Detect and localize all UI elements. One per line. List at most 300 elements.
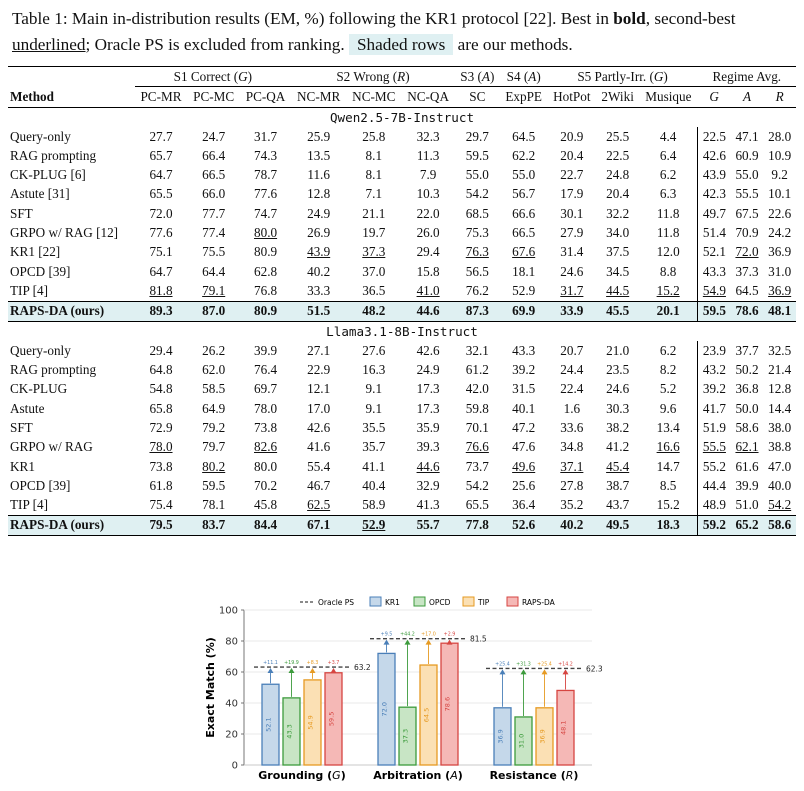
regime-average-cell: 50.2 xyxy=(735,362,759,378)
score-cell: 52.9 xyxy=(346,515,401,535)
score-cell: 11.3 xyxy=(416,147,440,163)
score-cell: 72.0 xyxy=(149,205,173,221)
score-cell: 74.3 xyxy=(254,147,278,163)
score-cell: 40.4 xyxy=(362,477,386,493)
regime-average-cell: 78.6 xyxy=(731,301,764,321)
method-name: GRPO w/ RAG xyxy=(10,439,93,455)
table-row xyxy=(8,223,796,242)
score-cell: 80.0 xyxy=(254,458,278,474)
bar-value-label: 59.5 xyxy=(327,711,336,727)
regime-average-cell: 54.2 xyxy=(768,497,792,513)
score-cell: 35.7 xyxy=(362,439,386,455)
gap-label: +25.4 xyxy=(537,662,552,668)
score-cell: 75.4 xyxy=(149,497,173,513)
score-cell: 66.4 xyxy=(202,147,226,163)
score-cell: 34.8 xyxy=(560,439,584,455)
score-cell: 21.1 xyxy=(362,205,386,221)
score-cell: 17.9 xyxy=(560,186,584,202)
score-cell: 79.5 xyxy=(135,515,188,535)
score-cell: 87.0 xyxy=(187,301,240,321)
gap-label: +8.3 xyxy=(306,661,319,667)
score-cell: 76.6 xyxy=(465,439,489,455)
regime-average-cell: 52.1 xyxy=(698,243,731,262)
regime-average-cell: 72.0 xyxy=(735,244,759,260)
score-cell: 6.4 xyxy=(659,147,677,163)
regime-column-header: G xyxy=(709,88,719,104)
score-cell: 43.7 xyxy=(606,497,630,513)
regime-average-cell: 31.0 xyxy=(768,263,792,279)
group-header-label: S5 Partly-Irr. xyxy=(577,68,647,84)
column-header: NC-MR xyxy=(297,88,341,104)
legend-swatch xyxy=(507,597,518,606)
method-name: Query-only xyxy=(10,128,71,144)
score-cell: 58.5 xyxy=(202,381,226,397)
table-row xyxy=(8,496,796,516)
score-cell: 76.3 xyxy=(465,244,489,260)
regime-average-cell: 39.2 xyxy=(698,380,731,399)
score-cell: 76.4 xyxy=(254,362,278,378)
caption-shaded-label: Shaded rows xyxy=(349,34,453,55)
table-row xyxy=(8,380,796,399)
regime-average-cell: 32.5 xyxy=(768,342,792,358)
score-cell: 65.7 xyxy=(149,147,173,163)
score-cell: 37.1 xyxy=(560,458,584,474)
score-cell: 79.1 xyxy=(202,282,226,298)
score-cell: 72.9 xyxy=(149,419,173,435)
score-cell: 43.9 xyxy=(307,244,331,260)
column-header: SC xyxy=(469,88,486,104)
score-cell: 78.7 xyxy=(254,167,278,183)
score-cell: 42.6 xyxy=(307,419,331,435)
y-tick-label: 60 xyxy=(225,667,238,679)
score-cell: 39.9 xyxy=(254,342,278,358)
column-header: Musique xyxy=(645,88,692,104)
group-header-symbol: G xyxy=(653,68,664,84)
regime-average-cell: 54.9 xyxy=(698,281,731,301)
regime-average-cell: 42.3 xyxy=(698,185,731,204)
score-cell: 27.7 xyxy=(149,128,173,144)
score-cell: 40.2 xyxy=(307,263,331,279)
method-name: KR1 xyxy=(10,458,35,474)
method-name: KR1 [22] xyxy=(10,244,61,260)
regime-average-cell: 43.2 xyxy=(698,360,731,379)
y-tick-label: 100 xyxy=(218,605,238,617)
bar-value-label: 78.6 xyxy=(443,696,452,712)
score-cell: 47.6 xyxy=(512,439,536,455)
score-cell: 19.7 xyxy=(362,225,386,241)
group-header-symbol: A xyxy=(528,68,537,84)
score-cell: 84.4 xyxy=(240,515,291,535)
gap-arrowhead xyxy=(426,640,432,645)
score-cell: 8.8 xyxy=(659,263,677,279)
group-header: S5 Partly-Irr. (G) xyxy=(548,67,698,87)
group-header-label: S4 xyxy=(506,68,521,84)
score-cell: 24.9 xyxy=(416,362,440,378)
score-cell: 11.8 xyxy=(656,225,680,241)
score-cell: 36.5 xyxy=(362,282,386,298)
table-row xyxy=(8,146,796,165)
score-cell: 61.8 xyxy=(149,477,173,493)
score-cell: 67.6 xyxy=(512,244,536,260)
score-cell: 79.2 xyxy=(202,419,226,435)
regime-average-cell: 48.9 xyxy=(698,496,731,516)
score-cell: 59.8 xyxy=(465,400,489,416)
score-cell: 80.2 xyxy=(202,458,226,474)
regime-average-cell: 38.0 xyxy=(768,419,792,435)
method-name: OPCD [39] xyxy=(10,477,71,493)
score-cell: 16.6 xyxy=(656,439,680,455)
score-cell: 64.4 xyxy=(202,263,226,279)
regime-average-cell: 22.5 xyxy=(698,127,731,146)
score-cell: 24.6 xyxy=(606,381,630,397)
score-cell: 20.1 xyxy=(639,301,697,321)
score-cell: 44.6 xyxy=(401,301,455,321)
legend-swatch xyxy=(463,597,474,606)
score-cell: 62.0 xyxy=(202,362,226,378)
score-cell: 40.1 xyxy=(512,400,536,416)
group-header: S2 Wrong (R) xyxy=(291,67,455,87)
gap-arrowhead xyxy=(405,640,411,645)
score-cell: 44.5 xyxy=(606,282,630,298)
gap-arrowhead xyxy=(384,640,390,645)
gap-label: +44.2 xyxy=(400,632,415,638)
group-header-symbol: A xyxy=(481,68,490,84)
score-cell: 12.0 xyxy=(656,244,680,260)
score-cell: 8.5 xyxy=(659,477,677,493)
score-cell: 17.3 xyxy=(416,400,440,416)
column-header: ExpPE xyxy=(505,88,542,104)
column-header: HotPot xyxy=(553,88,591,104)
column-header: NC-MC xyxy=(352,88,396,104)
score-cell: 32.3 xyxy=(416,128,440,144)
score-cell: 81.8 xyxy=(149,282,173,298)
score-cell: 74.7 xyxy=(254,205,278,221)
regime-average-cell: 65.2 xyxy=(731,515,764,535)
regime-average-cell: 10.9 xyxy=(768,147,792,163)
score-cell: 39.2 xyxy=(512,362,536,378)
score-cell: 77.8 xyxy=(455,515,500,535)
score-cell: 80.0 xyxy=(254,225,278,241)
table-row xyxy=(8,438,796,457)
score-cell: 31.7 xyxy=(254,128,278,144)
bar-value-label: 54.9 xyxy=(306,715,315,730)
category-label: Grounding (G) xyxy=(258,769,346,782)
regime-average-cell: 70.9 xyxy=(735,225,759,241)
score-cell: 18.1 xyxy=(512,263,536,279)
score-cell: 11.6 xyxy=(307,167,330,183)
group-header: S3 (A) xyxy=(455,67,500,87)
score-cell: 45.8 xyxy=(254,497,278,513)
method-name: OPCD [39] xyxy=(10,263,71,279)
score-cell: 25.6 xyxy=(512,477,536,493)
score-cell: 6.2 xyxy=(659,342,677,358)
bar-value-label: 43.3 xyxy=(285,724,294,739)
score-cell: 38.2 xyxy=(606,419,630,435)
regime-average-cell: 59.5 xyxy=(698,301,731,321)
score-cell: 4.4 xyxy=(659,128,677,144)
table-caption xyxy=(12,6,797,58)
legend-swatch xyxy=(370,597,381,606)
gap-label: +3.7 xyxy=(327,661,340,667)
regime-average-cell: 60.9 xyxy=(735,147,759,163)
gap-arrowhead xyxy=(310,668,316,673)
regime-average-cell: 48.1 xyxy=(763,301,796,321)
group-header-label: S1 Correct xyxy=(173,68,231,84)
table-row xyxy=(8,457,796,476)
method-name: SFT xyxy=(10,419,33,435)
score-cell: 22.5 xyxy=(606,147,630,163)
score-cell: 36.4 xyxy=(512,497,536,513)
category-label: Resistance (R) xyxy=(489,769,579,782)
regime-average-cell: 51.0 xyxy=(735,497,759,513)
regime-average-cell: 47.0 xyxy=(768,458,792,474)
bar-value-label: 36.9 xyxy=(538,729,547,744)
score-cell: 31.5 xyxy=(512,381,536,397)
group-header xyxy=(698,67,796,87)
score-cell: 76.8 xyxy=(254,282,278,298)
score-cell: 67.1 xyxy=(291,515,346,535)
score-cell: 62.8 xyxy=(254,263,278,279)
gap-label: +17.0 xyxy=(421,632,436,638)
regime-average-cell: 23.9 xyxy=(698,341,731,360)
method-name: Query-only xyxy=(10,342,71,358)
gap-label: +14.2 xyxy=(558,662,573,668)
score-cell: 45.5 xyxy=(596,301,639,321)
group-header-label: Regime Avg. xyxy=(712,68,782,84)
score-cell: 20.4 xyxy=(560,147,584,163)
score-cell: 7.1 xyxy=(365,186,383,202)
bar-value-label: 37.3 xyxy=(401,728,410,744)
score-cell: 30.1 xyxy=(560,205,584,221)
score-cell: 77.6 xyxy=(149,225,173,241)
score-cell: 75.1 xyxy=(149,244,173,260)
column-header: PC-MR xyxy=(140,88,182,104)
legend-label: RAPS-DA xyxy=(522,598,555,607)
score-cell: 44.6 xyxy=(416,458,440,474)
score-cell: 40.2 xyxy=(548,515,597,535)
score-cell: 15.2 xyxy=(656,282,680,298)
score-cell: 27.6 xyxy=(362,342,386,358)
score-cell: 68.5 xyxy=(465,205,489,221)
score-cell: 24.4 xyxy=(560,362,584,378)
table-row xyxy=(8,127,796,146)
score-cell: 22.4 xyxy=(560,381,584,397)
score-cell: 27.1 xyxy=(307,342,331,358)
column-header: PC-MC xyxy=(193,88,235,104)
score-cell: 32.9 xyxy=(416,477,440,493)
score-cell: 78.0 xyxy=(254,400,278,416)
column-header: NC-QA xyxy=(407,88,449,104)
score-cell: 77.6 xyxy=(254,186,278,202)
score-cell: 66.5 xyxy=(512,225,536,241)
score-cell: 34.5 xyxy=(606,263,630,279)
regime-average-cell: 55.0 xyxy=(735,167,759,183)
gap-label: +25.4 xyxy=(495,662,510,668)
score-cell: 73.7 xyxy=(465,458,489,474)
score-cell: 83.7 xyxy=(187,515,240,535)
score-cell: 39.3 xyxy=(416,439,440,455)
score-cell: 24.6 xyxy=(560,263,584,279)
score-cell: 31.7 xyxy=(560,282,584,298)
regime-average-cell: 14.4 xyxy=(768,400,792,416)
score-cell: 26.2 xyxy=(202,342,226,358)
legend-swatch xyxy=(414,597,425,606)
bar-value-label: 36.9 xyxy=(496,729,505,744)
regime-average-cell: 21.4 xyxy=(768,362,792,378)
regime-average-cell: 38.8 xyxy=(768,439,792,455)
regime-average-cell: 43.3 xyxy=(698,262,731,281)
score-cell: 38.7 xyxy=(606,477,630,493)
score-cell: 34.0 xyxy=(606,225,630,241)
caption-bold-word: bold xyxy=(613,9,646,28)
results-table xyxy=(8,66,796,536)
score-cell: 15.8 xyxy=(416,263,440,279)
method-column-header: Method xyxy=(10,88,54,104)
score-cell: 49.5 xyxy=(596,515,639,535)
category-label: Arbitration (A) xyxy=(373,769,463,782)
score-cell: 41.3 xyxy=(416,497,440,513)
score-cell: 58.9 xyxy=(362,497,386,513)
method-name: RAPS-DA (ours) xyxy=(8,515,135,535)
score-cell: 26.9 xyxy=(307,225,331,241)
caption-text-4: are our methods. xyxy=(453,35,573,54)
gap-label: +19.9 xyxy=(284,661,299,667)
score-cell: 89.3 xyxy=(135,301,188,321)
score-cell: 31.4 xyxy=(560,244,584,260)
score-cell: 29.7 xyxy=(465,128,489,144)
score-cell: 25.9 xyxy=(307,128,331,144)
score-cell: 37.5 xyxy=(606,244,630,260)
score-cell: 18.3 xyxy=(639,515,697,535)
score-cell: 65.5 xyxy=(465,497,489,513)
score-cell: 46.7 xyxy=(307,477,331,493)
regime-average-cell: 47.1 xyxy=(735,128,759,144)
score-cell: 9.1 xyxy=(365,400,383,416)
score-cell: 80.9 xyxy=(240,301,291,321)
score-cell: 15.2 xyxy=(656,497,680,513)
score-cell: 13.4 xyxy=(656,419,680,435)
method-name: GRPO w/ RAG [12] xyxy=(10,225,119,241)
score-cell: 32.1 xyxy=(465,342,489,358)
score-cell: 32.2 xyxy=(606,205,630,221)
regime-average-cell: 9.2 xyxy=(771,167,788,183)
table-row xyxy=(8,204,796,223)
score-cell: 87.3 xyxy=(455,301,500,321)
score-cell: 64.7 xyxy=(149,167,173,183)
score-cell: 42.0 xyxy=(465,381,489,397)
score-cell: 33.6 xyxy=(560,419,584,435)
score-cell: 37.0 xyxy=(362,263,386,279)
score-cell: 29.4 xyxy=(149,342,173,358)
legend-label: TIP xyxy=(478,598,490,607)
score-cell: 27.9 xyxy=(560,225,584,241)
y-axis-label: Exact Match (%) xyxy=(204,637,217,738)
caption-text-2: , second-best xyxy=(645,9,736,28)
regime-average-cell: 40.0 xyxy=(768,477,792,493)
score-cell: 8.1 xyxy=(365,147,383,163)
score-cell: 56.5 xyxy=(465,263,489,279)
score-cell: 7.9 xyxy=(419,167,437,183)
table-row xyxy=(8,418,796,437)
score-cell: 24.7 xyxy=(202,128,226,144)
regime-column-header: A xyxy=(742,88,752,104)
group-header-label: S2 Wrong xyxy=(336,68,390,84)
gap-label: +31.3 xyxy=(516,662,531,668)
table-row xyxy=(8,476,796,495)
score-cell: 5.2 xyxy=(659,381,677,397)
table-body xyxy=(8,107,796,536)
score-cell: 73.8 xyxy=(149,458,173,474)
score-cell: 37.3 xyxy=(362,244,386,260)
score-cell: 76.2 xyxy=(465,282,489,298)
regime-average-cell: 43.9 xyxy=(698,165,731,184)
score-cell: 45.4 xyxy=(606,458,630,474)
score-cell: 25.5 xyxy=(606,128,630,144)
score-cell: 17.0 xyxy=(307,400,331,416)
table-row xyxy=(8,165,796,184)
score-cell: 55.4 xyxy=(307,458,331,474)
regime-average-cell: 58.6 xyxy=(735,419,759,435)
score-cell: 9.1 xyxy=(365,381,383,397)
score-cell: 66.0 xyxy=(202,186,226,202)
score-cell: 13.5 xyxy=(307,147,331,163)
score-cell: 64.5 xyxy=(512,128,536,144)
score-cell: 22.7 xyxy=(560,167,584,183)
score-cell: 55.0 xyxy=(512,167,536,183)
score-cell: 25.8 xyxy=(362,128,386,144)
score-cell: 69.9 xyxy=(500,301,548,321)
score-cell: 51.5 xyxy=(291,301,346,321)
score-cell: 64.9 xyxy=(202,400,226,416)
score-cell: 47.2 xyxy=(512,419,536,435)
method-name: CK-PLUG [6] xyxy=(10,167,86,183)
regime-average-cell: 64.5 xyxy=(735,282,759,298)
score-cell: 66.6 xyxy=(512,205,536,221)
oracle-value-label: 81.5 xyxy=(470,634,487,644)
bar-value-label: 52.1 xyxy=(264,717,273,732)
score-cell: 62.5 xyxy=(307,497,331,513)
regime-average-cell: 42.6 xyxy=(698,146,731,165)
score-cell: 52.9 xyxy=(512,282,536,298)
score-cell: 80.9 xyxy=(254,244,278,260)
regime-average-cell: 28.0 xyxy=(768,128,792,144)
score-cell: 6.2 xyxy=(659,167,677,183)
score-cell: 35.5 xyxy=(362,419,386,435)
column-header-row xyxy=(8,87,796,107)
table-row xyxy=(8,399,796,418)
regime-average-cell: 51.4 xyxy=(698,223,731,242)
bar-value-label: 72.0 xyxy=(380,701,389,717)
score-cell: 75.3 xyxy=(465,225,489,241)
score-cell: 78.1 xyxy=(202,497,226,513)
group-header-row xyxy=(8,67,796,87)
score-cell: 77.4 xyxy=(202,225,226,241)
regime-average-cell: 50.0 xyxy=(735,400,759,416)
score-cell: 78.0 xyxy=(149,439,173,455)
score-cell: 61.2 xyxy=(465,362,489,378)
score-cell: 6.3 xyxy=(659,186,677,202)
regime-average-cell: 22.6 xyxy=(768,205,792,221)
score-cell: 22.0 xyxy=(416,205,440,221)
model-name: Qwen2.5-7B-Instruct xyxy=(329,109,475,125)
method-name: RAG prompting xyxy=(10,362,97,378)
score-cell: 59.5 xyxy=(202,477,226,493)
method-name: CK-PLUG xyxy=(10,381,68,397)
regime-average-cell: 55.5 xyxy=(698,438,731,457)
score-cell: 54.2 xyxy=(465,186,489,202)
group-header-empty xyxy=(8,67,135,87)
score-cell: 70.2 xyxy=(254,477,278,493)
